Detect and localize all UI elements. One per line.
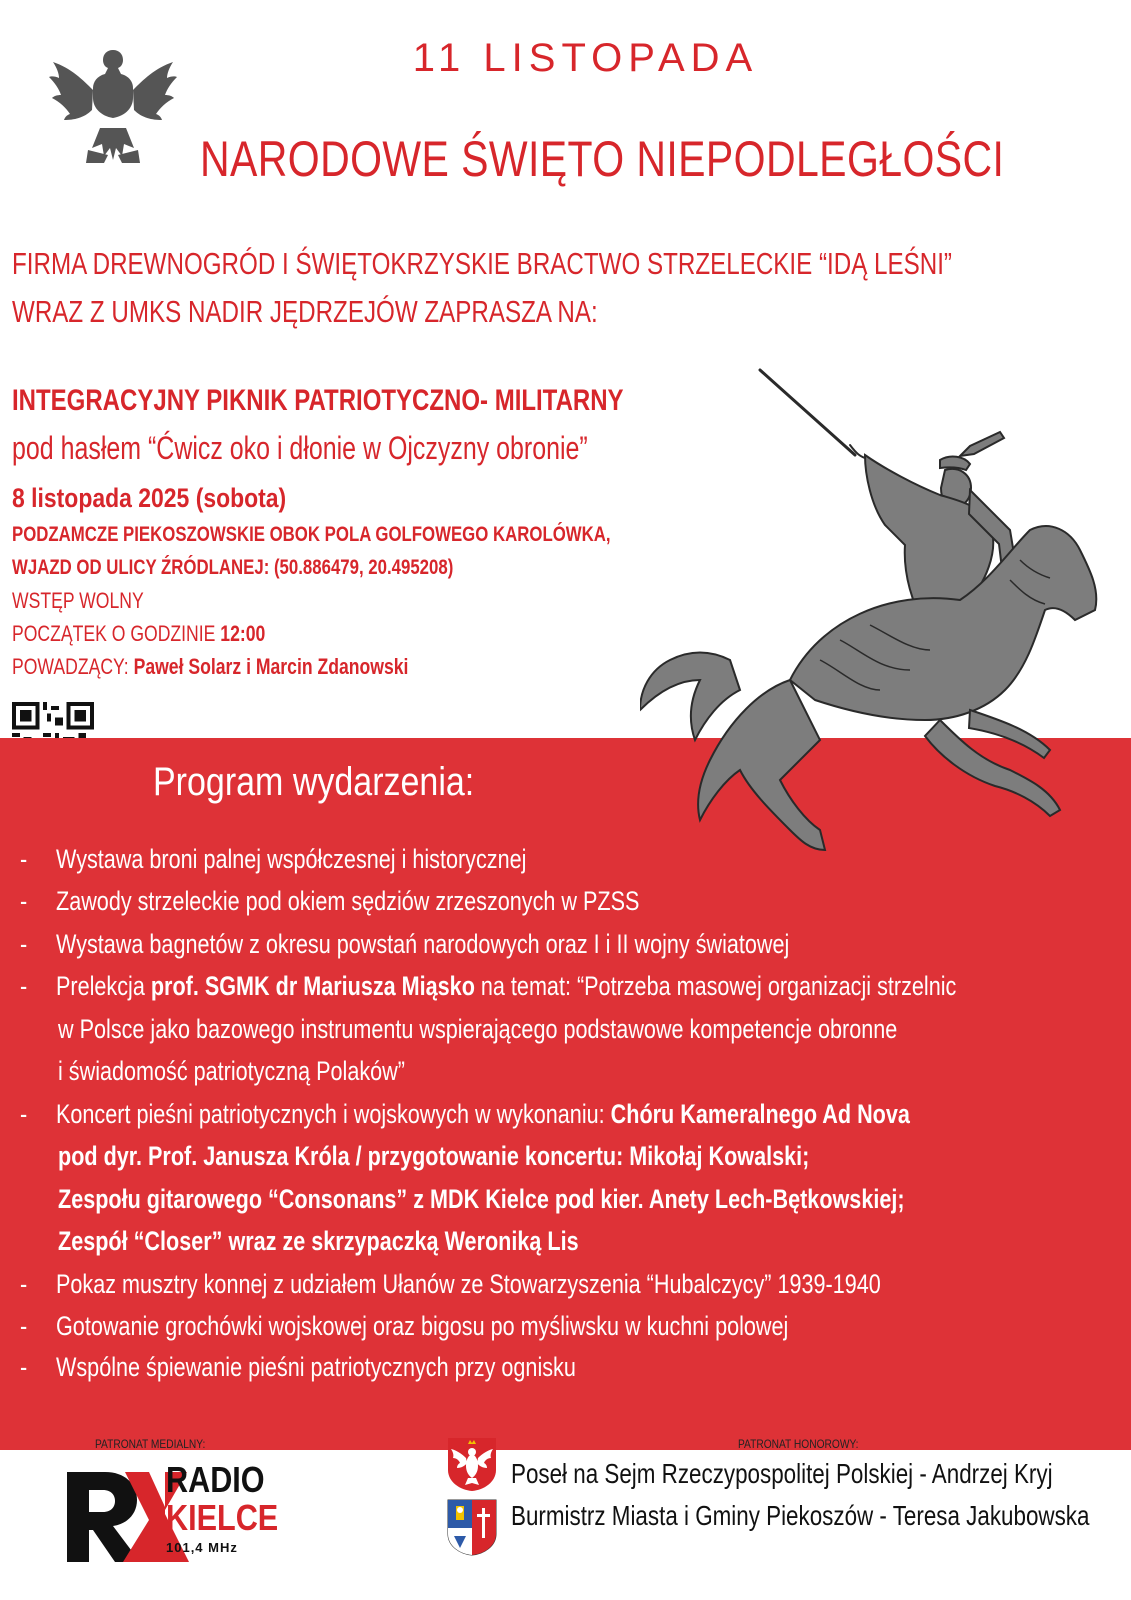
program-item-4-bold: prof. SGMK dr Mariusza Miąsko	[150, 971, 475, 1001]
start-info	[12, 621, 265, 647]
hosts-info	[12, 654, 408, 680]
hosts-label: POWADZĄCY:	[12, 654, 134, 679]
program-item-6-text: Pokaz musztry konnej z udziałem Ułanów ze Stowarzyszenia “Hubalczycy” 1939-1940	[56, 1269, 881, 1299]
program-item-5-cont-1-text: pod dyr. Prof. Janusza Króla / przygotowanie koncertu: Mikołaj Kowalski;	[58, 1141, 810, 1171]
program-item-7-text: Gotowanie grochówki wojskowej oraz bigosu po myśliwsku w kuchni polowej	[56, 1311, 789, 1341]
cavalry-illustration	[640, 360, 1100, 880]
program-item-8	[20, 1352, 576, 1383]
list-dash: -	[20, 929, 28, 959]
program-item-5-cont-2-text: Zespołu gitarowego “Consonans” z MDK Kielce pod kier. Anety Lech-Bętkowskiej;	[58, 1184, 905, 1214]
program-item-5	[20, 1099, 910, 1130]
program-item-4	[20, 971, 956, 1002]
list-dash: -	[20, 886, 28, 916]
program-item-1	[20, 844, 526, 875]
program-item-5-cont-1	[58, 1141, 809, 1172]
program-item-7	[20, 1311, 788, 1342]
poland-coat-of-arms-icon	[446, 1436, 498, 1492]
radio-word: RADIO	[166, 1459, 265, 1500]
event-title: INTEGRACYJNY PIKNIK PATRIOTYCZNO- MILITARNY	[12, 384, 624, 417]
program-item-6	[20, 1269, 881, 1300]
event-address-line-2: WJAZD OD ULICY ŹRÓDLANEJ: (50.886479, 20.495208)	[12, 556, 454, 579]
program-item-4-pre: Prelekcja	[56, 971, 151, 1001]
program-item-4-post: na temat: “Potrzeba masowej organizacji strzelnic	[474, 971, 957, 1001]
program-item-2	[20, 886, 639, 917]
honorary-patron-1: Poseł na Sejm Rzeczypospolitej Polskiej - Andrzej Kryj	[511, 1458, 1053, 1489]
list-dash: -	[20, 971, 28, 1001]
intro-line-2: WRAZ Z UMKS NADIR JĘDRZEJÓW ZAPRASZA NA:	[12, 294, 598, 329]
event-date: 8 listopada 2025 (sobota)	[12, 483, 287, 513]
event-motto: pod hasłem “Ćwicz oko i dłonie w Ojczyzny obronie”	[12, 430, 588, 466]
event-address-line-1: PODZAMCZE PIEKOSZOWSKIE OBOK POLA GOLFOWEGO KAROLÓWKA,	[12, 523, 611, 546]
date-heading: 11 LISTOPADA	[412, 36, 759, 80]
hosts-names: Paweł Solarz i Marcin Zdanowski	[133, 654, 409, 679]
program-item-2-text: Zawody strzeleckie pod okiem sędziów zrzeszonych w PZSS	[56, 886, 640, 916]
honorary-patron-2: Burmistrz Miasta i Gminy Piekoszów - Teresa Jakubowska	[511, 1500, 1090, 1531]
list-dash: -	[20, 1099, 28, 1129]
program-item-5-bold: Chóru Kameralnego Ad Nova	[610, 1099, 910, 1129]
program-item-3	[20, 929, 789, 960]
program-item-4-cont-1: w Polsce jako bazowego instrumentu wspierającego podstawowe kompetencje obronne	[58, 1014, 898, 1044]
list-dash: -	[20, 1269, 28, 1299]
start-time: 12:00	[220, 621, 266, 646]
program-item-3-text: Wystawa bagnetów z okresu powstań narodowych oraz I i II wojny światowej	[56, 929, 790, 959]
program-item-5-cont-3-text: Zespół “Closer” wraz ze skrzypaczką Weroniką Lis	[58, 1226, 579, 1256]
start-label: POCZĄTEK O GODZINIE	[12, 621, 221, 646]
program-item-8-text: Wspólne śpiewanie pieśni patriotycznych przy ognisku	[56, 1352, 576, 1382]
program-item-5-cont-2	[58, 1184, 905, 1215]
program-heading: Program wydarzenia:	[153, 760, 475, 804]
kielce-word: KIELCE	[166, 1497, 279, 1538]
main-title: NARODOWE ŚWIĘTO NIEPODLEGŁOŚCI	[200, 131, 1005, 187]
media-patronage-label: PATRONAT MEDIALNY:	[95, 1437, 206, 1451]
radio-frequency: 101,4 MHz	[166, 1540, 238, 1555]
entry-info: WSTĘP WOLNY	[12, 588, 144, 613]
list-dash: -	[20, 844, 28, 874]
program-item-4-cont-2: i świadomość patriotyczną Polaków”	[58, 1056, 405, 1086]
piekoszow-coat-of-arms-icon	[446, 1498, 498, 1556]
list-dash: -	[20, 1311, 28, 1341]
program-item-1-text: Wystawa broni palnej współczesnej i historycznej	[56, 844, 527, 874]
program-item-5-cont-3	[58, 1226, 579, 1257]
intro-line-1: FIRMA DREWNOGRÓD I ŚWIĘTOKRZYSKIE BRACTWO STRZELECKIE “IDĄ LEŚNI”	[12, 246, 952, 281]
honorary-patronage-label: PATRONAT HONOROWY:	[738, 1437, 859, 1451]
program-item-5-pre: Koncert pieśni patriotycznych i wojskowych w wykonaniu:	[56, 1099, 611, 1129]
list-dash: -	[20, 1352, 28, 1382]
